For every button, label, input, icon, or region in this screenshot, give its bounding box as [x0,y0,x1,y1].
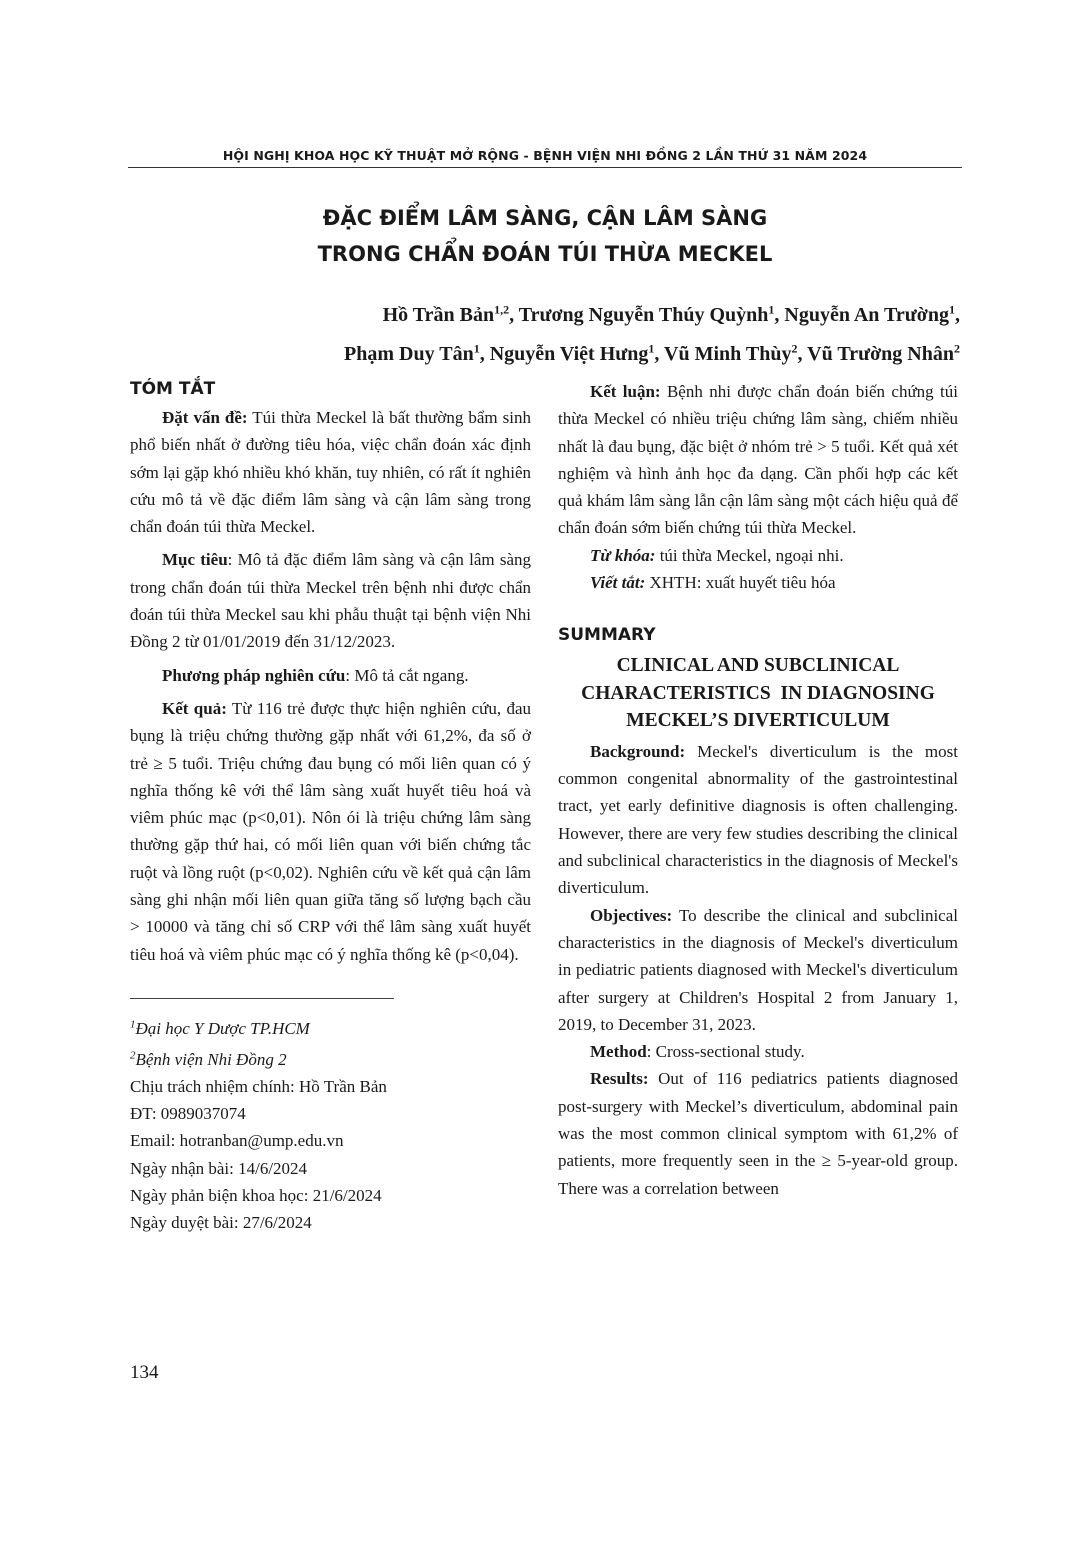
footnote-email: Email: hotranban@ump.edu.vn [130,1131,344,1151]
author-affiliation: 2 [954,341,960,356]
author [519,304,785,326]
abstract-background-label: Đặt vấn đề: [162,408,248,427]
summary-objectives-text: To describe the clinical and subclinical characteristics in the diagnosis of Meckel's diverticulum in pediatric patients diagnosed with Meckel's diverticulum after surgery at Children's Hospital 2 from January 1, 2019, to December 31, 2023. [558,905,958,1034]
summary-title-line-3: MECKEL’S DIVERTICULUM [626,710,890,732]
abstract-keywords [558,542,958,569]
summary-method-label: Method [590,1042,647,1062]
author-name: Nguyễn Việt Hưng [489,343,649,366]
summary-background [558,738,958,902]
abstract-results-label: Kết quả: [162,698,227,718]
article-title [128,200,962,272]
footnote-reviewed: Ngày phản biện khoa học: 21/6/2024 [130,1186,382,1206]
summary-background-label: Background: [590,741,686,761]
right-column [558,378,958,1202]
author-affiliation: 1 [648,341,655,356]
footnote-affiliation-text: Đại học Y Dược TP.HCM [135,1018,310,1038]
abstract-method [130,662,531,689]
keywords-label: Từ khóa: [590,545,656,565]
abstract-method-label: Phương pháp nghiên cứu [162,665,346,685]
footnote-received: Ngày nhận bài: 14/6/2024 [130,1158,308,1178]
author [807,343,960,365]
keywords-text: túi thừa Meckel, ngoại nhi. [655,545,844,565]
abstract-background [130,404,531,540]
page-number: 134 [130,1362,159,1383]
author-sep: , [797,343,808,366]
author-affiliation: 2 [791,341,798,356]
summary-results-label: Results: [590,1069,649,1089]
author-affiliation: 1,2 [494,302,510,316]
summary-method [558,1038,958,1065]
author-sep: , [774,303,785,326]
summary-title-line-2: CHARACTERISTICS IN DIAGNOSING [581,682,935,704]
running-header: HỘI NGHỊ KHOA HỌC KỸ THUẬT MỞ RỘNG - BỆNH VIỆN NHI ĐỒNG 2 LẦN THỨ 31 NĂM 2024 [222,148,868,163]
author-list [128,292,960,371]
abbreviations-text: XHTH: xuất huyết tiêu hóa [645,573,836,593]
footnote-phone: ĐT: 0989037074 [130,1104,246,1124]
author [383,304,519,326]
footnote-accepted: Ngày duyệt bài: 27/6/2024 [130,1213,312,1233]
abstract-heading: TÓM TẮT [130,379,216,399]
footnote-rule [130,998,394,999]
left-column [130,374,531,1237]
author-sep: , [654,343,665,366]
author-sep: , [955,303,960,326]
author-name: Vũ Trường Nhân [807,343,954,366]
footnote-affiliation-1 [130,1011,531,1042]
summary-title [558,652,958,735]
title-line-1: ĐẶC ĐIỂM LÂM SÀNG, CẬN LÂM SÀNG [322,206,768,230]
footnote-affiliation-text: Bệnh viện Nhi Đồng 2 [135,1049,287,1069]
author-sep: , [479,343,490,366]
author-affiliation: 1 [768,302,775,316]
abstract-background-text: Túi thừa Meckel là bất thường bẩm sinh phổ biến nhất ở đường tiêu hóa, việc chẩn đoán xác định sớm lại gặp khó nhiều khó khăn, tuy nhiên, có rất ít nghiên cứu mô tả về đặc điểm lâm sàng và cận lâm sàng trong chẩn đoán túi thừa Meckel. [130,408,531,537]
title-line-2: TRONG CHẨN ĐOÁN TÚI THỪA MECKEL [317,242,773,266]
abstract-results-text: Từ 116 trẻ được thực hiện nghiên cứu, đau bụng là triệu chứng thường gặp nhất với 61,2%, đa số ở trẻ ≥ 5 tuổi. Triệu chứng đau bụng có mối liên quan có ý nghĩa thống kê với thể lâm sàng xuất huyết tiêu hoá và viêm phúc mạc (p<0,01). Nôn ói là triệu chứng lâm sàng thường gặp thứ hai, có mối liên quan với biến chứng tắc ruột và lồng ruột (p<0,02). Nghiên cứu về kết quả cận lâm sàng ghi nhận mối liên quan giữa tăng số lượng bạch cầu > 10000 và tăng chỉ số CRP với thể lâm sàng xuất huyết tiêu hoá và viêm phúc mạc có ý nghĩa thống kê (p<0,04). [130,698,531,964]
abstract-objective [130,546,531,655]
abstract-results [130,695,531,968]
author-sep: , [509,303,519,326]
abstract-method-text: : Mô tả cắt ngang. [345,665,469,685]
author [344,343,490,365]
footnote-marker: 2 [130,1048,136,1061]
author [490,343,664,365]
summary-background-text: Meckel's diverticulum is the most common congenital abnormality of the gastrointestinal tract, yet early definitive diagnosis is often challenging. However, there are very few studies describing the clinical and subclinical characteristics in the diagnosis of Meckel's diverticulum. [558,741,958,898]
author-affiliation: 1 [949,302,955,316]
summary-method-text: : Cross-sectional study. [646,1042,805,1062]
author-name: Hồ Trần Bản [382,303,495,326]
abstract-objective-text: : Mô tả đặc điểm lâm sàng và cận lâm sàng trong chẩn đoán túi thừa Meckel trên bệnh nhi được chẩn đoán túi thừa Meckel sau khi phẫu thuật tại bệnh viện Nhi Đồng 2 từ 01/01/2019 đến 31/12/2023. [130,550,531,652]
summary-results-text: Out of 116 pediatrics patients diagnosed post-surgery with Meckel’s diverticulum, abdominal pain was the most common clinical symptom with 61,2% of patients, more frequently seen in the ≥ 5-year-old group. There was a correlation between [558,1069,958,1198]
abstract-abbreviations [558,569,958,596]
abstract-conclusion-text: Bệnh nhi được chẩn đoán biến chứng túi thừa Meckel có nhiều triệu chứng lâm sàng, chiếm nhiều nhất là đau bụng, đặc biệt ở nhóm trẻ > 5 tuổi. Kết quả xét nghiệm và hình ảnh học đa dạng. Cần phối hợp các kết quả khám lâm sàng lẫn cận lâm sàng một cách hiệu quả để chẩn đoán sớm biến chứng túi thừa Meckel. [558,382,958,538]
summary-title-line-1: CLINICAL AND SUBCLINICAL [616,655,900,677]
author-affiliation: 1 [473,341,480,356]
footnote-marker: 1 [130,1017,136,1030]
abbreviations-label: Viết tắt: [590,573,646,593]
author-name: Trương Nguyễn Thúy Quỳnh [518,303,769,326]
summary-results [558,1065,958,1201]
summary-objectives [558,902,958,1038]
summary-heading: SUMMARY [558,625,656,646]
footnote-corresponding: Chịu trách nhiệm chính: Hồ Trần Bản [130,1076,387,1096]
header-rule [128,167,962,168]
abstract-conclusion-label: Kết luận: [590,382,661,401]
footnote-affiliation-2 [130,1042,531,1073]
author [664,343,807,365]
author-name: Phạm Duy Tân [344,343,474,366]
abstract-conclusion [558,378,958,542]
author-name: Nguyễn An Trường [784,303,949,326]
abstract-objective-label: Mục tiêu [162,550,228,570]
author [784,304,960,326]
summary-objectives-label: Objectives: [590,905,673,925]
author-name: Vũ Minh Thùy [664,343,792,366]
